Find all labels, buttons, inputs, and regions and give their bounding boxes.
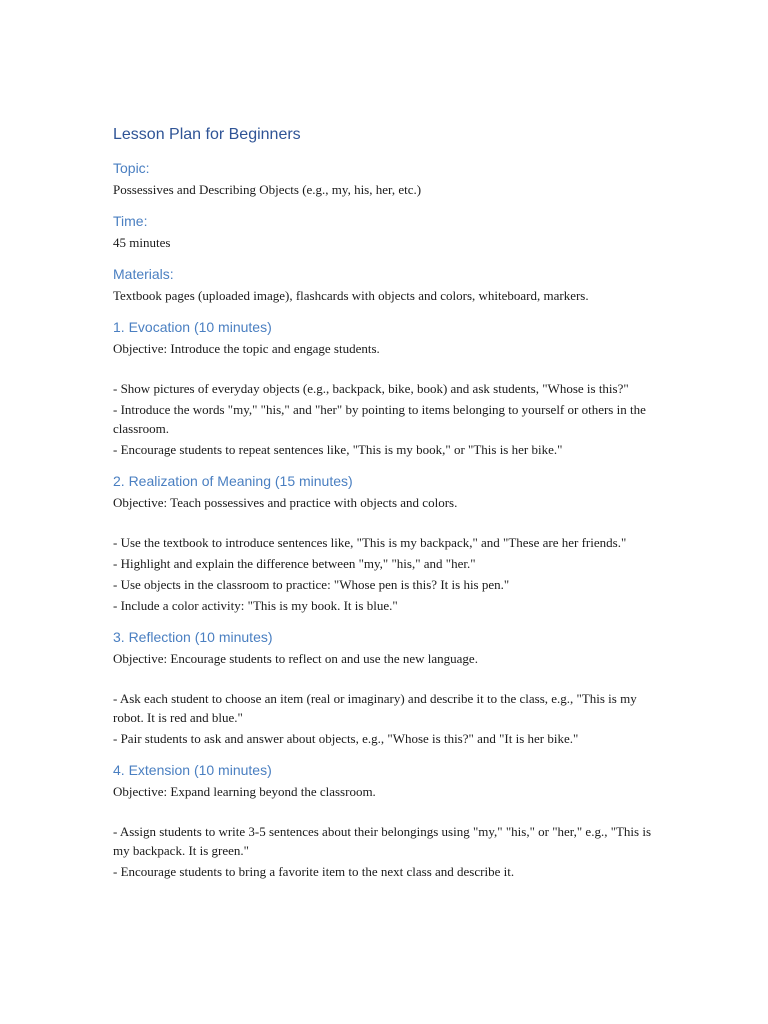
section-objective: Objective: Teach possessives and practice with objects and colors. bbox=[113, 495, 458, 510]
topic-heading: Topic: bbox=[113, 160, 150, 176]
bullet-line: - Highlight and explain the difference between "my," "his," and "her." bbox=[113, 556, 476, 571]
section-heading-realization: 2. Realization of Meaning (15 minutes) bbox=[113, 473, 353, 489]
paragraph-spacer bbox=[113, 358, 656, 377]
paragraph-spacer bbox=[113, 801, 656, 820]
section-heading-reflection: 3. Reflection (10 minutes) bbox=[113, 629, 273, 645]
bullet-line: - Include a color activity: "This is my book. It is blue." bbox=[113, 598, 398, 613]
time-heading: Time: bbox=[113, 213, 148, 229]
bullet-line: - Use the textbook to introduce sentences like, "This is my backpack," and "These are her friends." bbox=[113, 535, 627, 550]
bullet-line: - Assign students to write 3-5 sentences about their belongings using "my," "his," or "her," e.g., "This is my backpack. It is green." bbox=[113, 824, 652, 858]
bullet-line: - Introduce the words "my," "his," and "her" by pointing to items belonging to yourself or others in the classroom. bbox=[113, 402, 646, 436]
section-objective: Objective: Introduce the topic and engage students. bbox=[113, 341, 380, 356]
bullet-line: - Encourage students to repeat sentences like, "This is my book," or "This is her bike." bbox=[113, 442, 563, 457]
section-objective: Objective: Encourage students to reflect on and use the new language. bbox=[113, 651, 478, 666]
bullet-line: - Pair students to ask and answer about objects, e.g., "Whose is this?" and "It is her bike." bbox=[113, 731, 579, 746]
time-text: 45 minutes bbox=[113, 235, 171, 250]
document-title: Lesson Plan for Beginners bbox=[113, 126, 301, 143]
section-objective: Objective: Expand learning beyond the classroom. bbox=[113, 784, 376, 799]
materials-heading: Materials: bbox=[113, 266, 174, 282]
paragraph-spacer bbox=[113, 512, 656, 531]
bullet-line: - Ask each student to choose an item (real or imaginary) and describe it to the class, e.g., "This is my robot. It is red and blue." bbox=[113, 691, 637, 725]
section-heading-evocation: 1. Evocation (10 minutes) bbox=[113, 319, 272, 335]
paragraph-spacer bbox=[113, 668, 656, 687]
bullet-line: - Use objects in the classroom to practice: "Whose pen is this? It is his pen." bbox=[113, 577, 510, 592]
materials-text: Textbook pages (uploaded image), flashcards with objects and colors, whiteboard, markers. bbox=[113, 288, 589, 303]
topic-text: Possessives and Describing Objects (e.g., my, his, her, etc.) bbox=[113, 182, 422, 197]
bullet-line: - Show pictures of everyday objects (e.g., backpack, bike, book) and ask students, "Whose is this?" bbox=[113, 381, 629, 396]
bullet-line: - Encourage students to bring a favorite item to the next class and describe it. bbox=[113, 864, 515, 879]
section-heading-extension: 4. Extension (10 minutes) bbox=[113, 762, 272, 778]
